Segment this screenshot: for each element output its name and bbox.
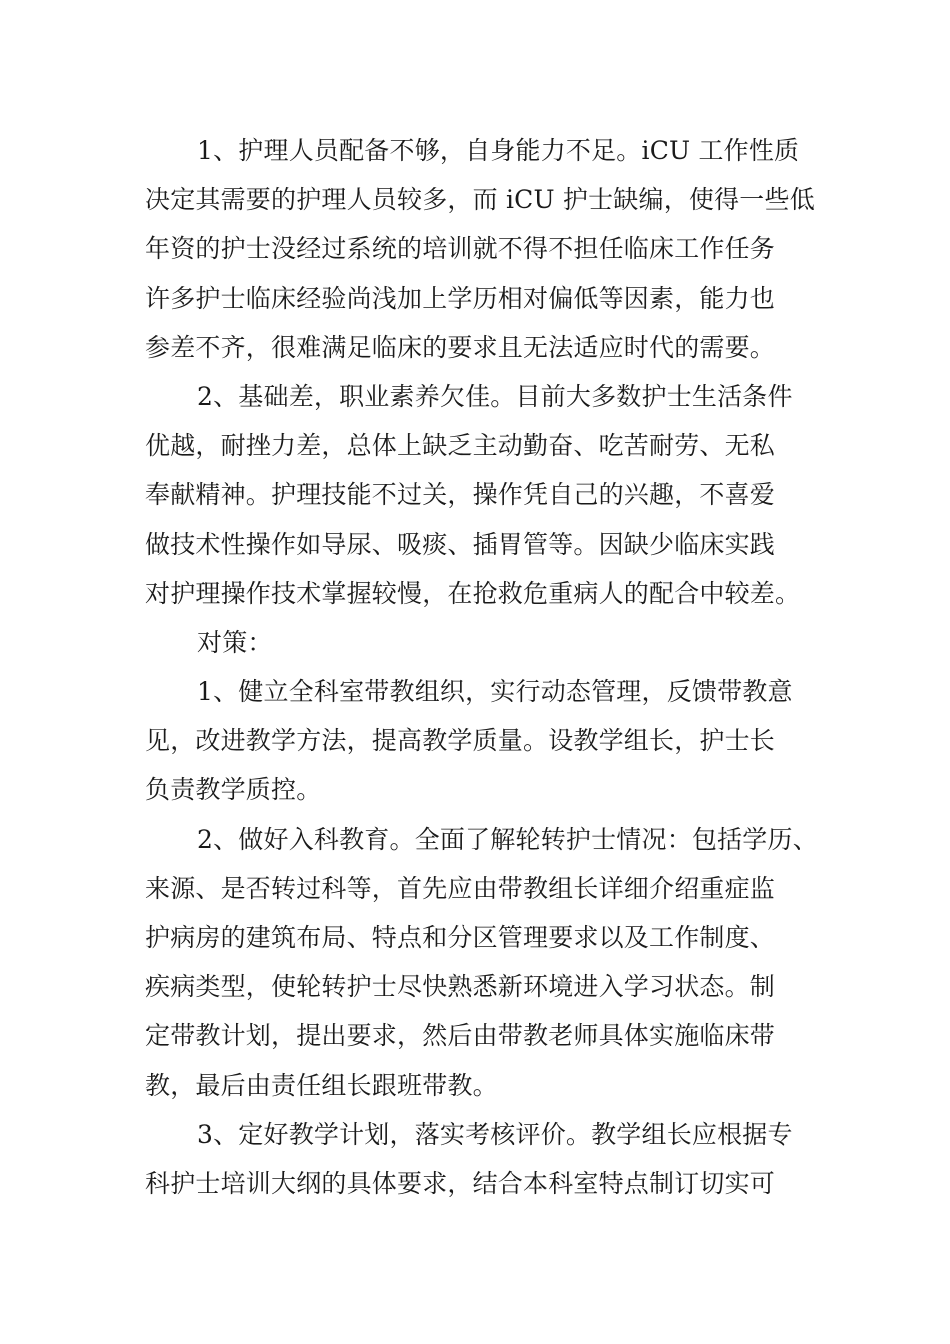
text-line: 决定其需要的护理人员较多，而 iCU 护士缺编，使得一些低 [145, 185, 815, 215]
text-line: 做技术性操作如导尿、吸痰、插胃管等。因缺少临床实践 [145, 529, 776, 559]
section-heading: 对策： [197, 627, 273, 657]
text-line: 参差不齐，很难满足临床的要求且无法适应时代的需要。 [145, 332, 776, 362]
text-line: 优越，耐挫力差，总体上缺乏主动勤奋、吃苦耐劳、无私 [145, 431, 776, 461]
text-line: 科护士培训大纲的具体要求，结合本科室特点制订切实可 [145, 1168, 776, 1198]
text-line: 3、定好教学计划，落实考核评价。教学组长应根据专 [197, 1119, 793, 1149]
text-line: 年资的护士没经过系统的培训就不得不担任临床工作任务 [145, 234, 776, 264]
text-line: 奉献精神。护理技能不过关，操作凭自己的兴趣，不喜爱 [145, 480, 776, 510]
text-line: 1、护理人员配备不够，自身能力不足。iCU 工作性质 [197, 136, 800, 165]
text-line: 负责教学质控。 [145, 775, 322, 805]
text-line: 2、基础差，职业素养欠佳。目前大多数护士生活条件 [197, 381, 793, 411]
text-line: 疾病类型，使轮转护士尽快熟悉新环境进入学习状态。制 [145, 972, 776, 1002]
text-line: 来源、是否转过科等，首先应由带教组长详细介绍重症监 [145, 873, 776, 903]
text-line: 对护理操作技术掌握较慢，在抢救危重病人的配合中较差。 [145, 578, 801, 608]
text-line: 护病房的建筑布局、特点和分区管理要求以及工作制度、 [145, 923, 776, 952]
text-line: 1、健立全科室带教组织，实行动态管理，反馈带教意 [197, 677, 793, 707]
text-line: 2、做好入科教育。全面了解轮转护士情况：包括学历、 [197, 824, 818, 854]
text-line: 许多护士临床经验尚浅加上学历相对偏低等因素，能力也 [145, 283, 776, 313]
text-line: 见，改进教学方法，提高教学质量。设教学组长，护士长 [145, 726, 776, 756]
text-line: 定带教计划，提出要求，然后由带教老师具体实施临床带 [145, 1021, 776, 1051]
text-line: 教，最后由责任组长跟班带教。 [145, 1070, 498, 1100]
document-body [145, 126, 818, 1208]
